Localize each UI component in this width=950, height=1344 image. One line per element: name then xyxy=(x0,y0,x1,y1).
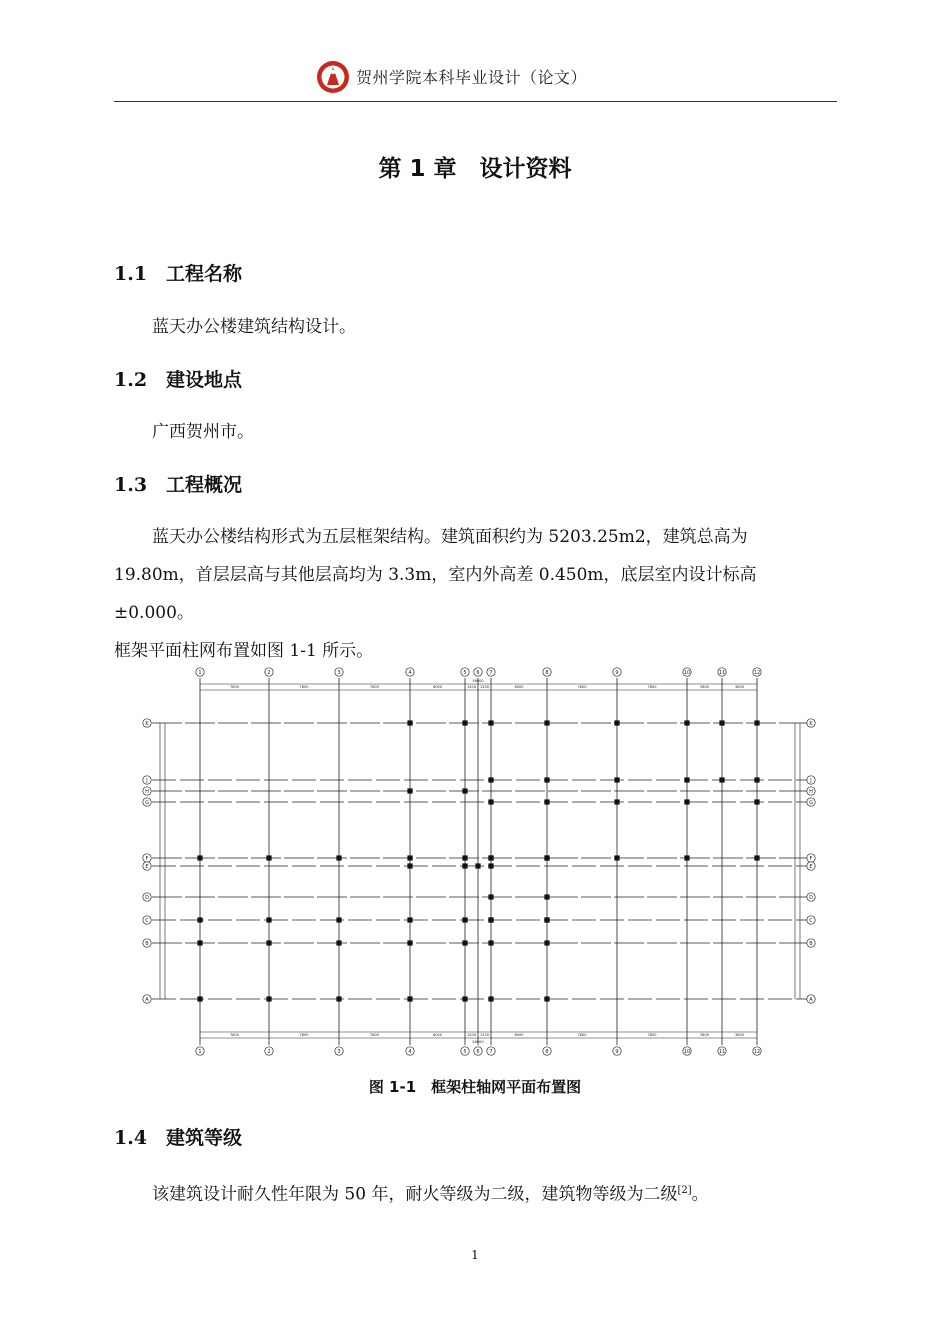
body-end: 。 xyxy=(691,1184,709,1205)
body-line: 框架平面柱网布置如图 1-1 所示。 xyxy=(114,641,374,661)
column xyxy=(544,777,549,782)
axis-label: D xyxy=(145,894,149,901)
section-number: 1.2 xyxy=(114,369,148,391)
span-label: 7800 xyxy=(299,1033,309,1037)
axis-label: 2 xyxy=(267,1048,271,1055)
span-label: 3800 xyxy=(700,1033,709,1037)
axis-label: 10 xyxy=(683,669,691,676)
axis-label: C xyxy=(145,917,149,924)
axis-label: 2 xyxy=(267,669,271,676)
column xyxy=(488,996,493,1001)
column xyxy=(336,940,341,945)
column xyxy=(684,799,689,804)
column xyxy=(488,777,493,782)
page-number: 1 xyxy=(471,1248,479,1262)
body-text: 该建筑设计耐久性年限为 50 年，耐火等级为二级，建筑物等级为二级 xyxy=(152,1184,678,1205)
axis-label: 7 xyxy=(489,669,493,676)
section-title: 工程名称 xyxy=(166,263,243,285)
span-label: 6000 xyxy=(433,685,442,689)
axis-label: 11 xyxy=(718,1048,726,1055)
page-header xyxy=(0,58,950,98)
column xyxy=(462,788,467,793)
column xyxy=(719,777,724,782)
column xyxy=(266,996,271,1001)
column-grid-plan xyxy=(130,660,830,1065)
axis-label: B xyxy=(809,940,813,947)
column xyxy=(544,799,549,804)
column xyxy=(754,855,759,860)
total-length-label: 56000 xyxy=(472,1040,484,1044)
column xyxy=(754,777,759,782)
column xyxy=(544,855,549,860)
axis-label: 1 xyxy=(198,1048,202,1055)
column xyxy=(488,917,493,922)
column xyxy=(488,863,493,868)
axis-label: 3 xyxy=(337,669,341,676)
section-heading-1-2 xyxy=(114,365,242,392)
column xyxy=(684,720,689,725)
axis-label: D xyxy=(809,894,813,901)
figure-caption: 图 1-1 框架柱轴网平面布置图 xyxy=(368,1078,582,1096)
column xyxy=(407,940,412,945)
column xyxy=(544,720,549,725)
axis-label: F xyxy=(145,855,149,862)
axis-label: 6 xyxy=(476,1048,480,1055)
column xyxy=(544,894,549,899)
column xyxy=(614,799,619,804)
column xyxy=(407,996,412,1001)
axis-label: 9 xyxy=(615,669,619,676)
column xyxy=(197,996,202,1001)
axis-label: 4 xyxy=(408,669,412,676)
axis-label: 7 xyxy=(489,1048,493,1055)
citation-ref: [2] xyxy=(677,1185,692,1196)
column xyxy=(488,799,493,804)
column xyxy=(336,917,341,922)
section-title: 工程概况 xyxy=(166,474,243,496)
axis-label: 11 xyxy=(718,669,726,676)
university-logo xyxy=(316,60,350,94)
section-heading-1-3 xyxy=(114,470,242,497)
axis-label: H xyxy=(145,788,149,795)
column xyxy=(462,917,467,922)
column xyxy=(407,917,412,922)
column xyxy=(488,940,493,945)
section-body-1-1: 蓝天办公楼建筑结构设计。 xyxy=(152,317,356,337)
column xyxy=(719,720,724,725)
axis-label: 8 xyxy=(545,1048,549,1055)
axis-label: F xyxy=(809,855,813,862)
header-divider xyxy=(114,101,837,102)
section-number: 1.3 xyxy=(114,474,148,496)
column xyxy=(407,788,412,793)
axis-label: G xyxy=(145,799,149,806)
column xyxy=(407,855,412,860)
column xyxy=(544,940,549,945)
section-body-1-2: 广西贺州市。 xyxy=(152,422,254,442)
axis-label: 12 xyxy=(753,1048,761,1055)
section-number: 1.4 xyxy=(114,1127,148,1149)
axis-label: 5 xyxy=(463,1048,467,1055)
total-length-label: 56000 xyxy=(472,679,484,683)
column xyxy=(462,940,467,945)
span-label: 7800 xyxy=(577,685,587,689)
span-label: 1200 xyxy=(467,685,476,689)
axis-label: 6 xyxy=(476,669,480,676)
body-line: 蓝天办公楼结构形式为五层框架结构。建筑面积约为 5203.25m2，建筑总高为 xyxy=(152,527,748,547)
column xyxy=(754,720,759,725)
section-title: 建设地点 xyxy=(166,369,243,391)
axis-label: C xyxy=(809,917,813,924)
column xyxy=(614,855,619,860)
section-body-1-3 xyxy=(114,518,836,670)
column xyxy=(475,863,480,868)
axis-label: 1 xyxy=(198,669,202,676)
column xyxy=(754,799,759,804)
column xyxy=(197,855,202,860)
column xyxy=(614,777,619,782)
axis-label: A xyxy=(809,996,813,1003)
span-label: 3800 xyxy=(735,1033,744,1037)
axis-label: 10 xyxy=(683,1048,691,1055)
axis-label: A xyxy=(145,996,149,1003)
span-label: 6000 xyxy=(433,1033,442,1037)
column xyxy=(336,855,341,860)
column xyxy=(544,917,549,922)
column xyxy=(684,777,689,782)
column xyxy=(462,720,467,725)
column xyxy=(462,996,467,1001)
span-label: 7800 xyxy=(299,685,309,689)
column xyxy=(266,855,271,860)
column xyxy=(336,996,341,1001)
axis-label: J xyxy=(146,777,148,784)
span-label: 7800 xyxy=(230,685,239,689)
axis-label: 8 xyxy=(545,669,549,676)
column xyxy=(488,720,493,725)
axis-label: E xyxy=(145,863,149,870)
span-label: 6000 xyxy=(514,685,524,689)
axis-label: B xyxy=(145,940,149,947)
column xyxy=(462,863,467,868)
column xyxy=(614,720,619,725)
span-label: 6000 xyxy=(514,1033,524,1037)
axis-label: H xyxy=(809,788,813,795)
column xyxy=(488,894,493,899)
section-body-1-4 xyxy=(114,1172,836,1214)
span-label: 7800 xyxy=(647,685,657,689)
column xyxy=(407,720,412,725)
axis-label: E xyxy=(809,863,813,870)
axis-label: 4 xyxy=(408,1048,412,1055)
column xyxy=(684,855,689,860)
span-label: 1200 xyxy=(480,1033,489,1037)
section-title: 建筑等级 xyxy=(166,1127,243,1149)
span-label: 3800 xyxy=(700,685,709,689)
span-label: 7800 xyxy=(577,1033,587,1037)
column xyxy=(462,855,467,860)
body-line: 19.80m，首层层高与其他层高均为 3.3m，室内外高差 0.450m，底层室内设计标高±0.000。 xyxy=(114,565,757,623)
section-heading-1-1 xyxy=(114,259,242,286)
span-label: 7800 xyxy=(647,1033,657,1037)
section-heading-1-4 xyxy=(114,1123,242,1150)
axis-label: 9 xyxy=(615,1048,619,1055)
axis-label: 5 xyxy=(463,669,467,676)
column xyxy=(197,940,202,945)
span-label: 7800 xyxy=(230,1033,239,1037)
section-number: 1.1 xyxy=(114,263,148,285)
axis-label: 12 xyxy=(753,669,761,676)
column xyxy=(407,863,412,868)
axis-label: J xyxy=(810,777,812,784)
span-label: 1200 xyxy=(480,685,489,689)
header-title: 贺州学院本科毕业设计（论文） xyxy=(356,68,588,87)
axis-label: K xyxy=(809,720,813,727)
column xyxy=(197,917,202,922)
span-label: 1200 xyxy=(467,1033,476,1037)
column xyxy=(266,917,271,922)
axis-label: G xyxy=(809,799,813,806)
chapter-title: 第 1 章 设计资料 xyxy=(378,156,572,182)
span-label: 7800 xyxy=(370,1033,379,1037)
axis-label: K xyxy=(145,720,149,727)
span-label: 3800 xyxy=(735,685,744,689)
column xyxy=(266,940,271,945)
column xyxy=(488,855,493,860)
column xyxy=(544,996,549,1001)
span-label: 7800 xyxy=(370,685,379,689)
axis-label: 3 xyxy=(337,1048,341,1055)
